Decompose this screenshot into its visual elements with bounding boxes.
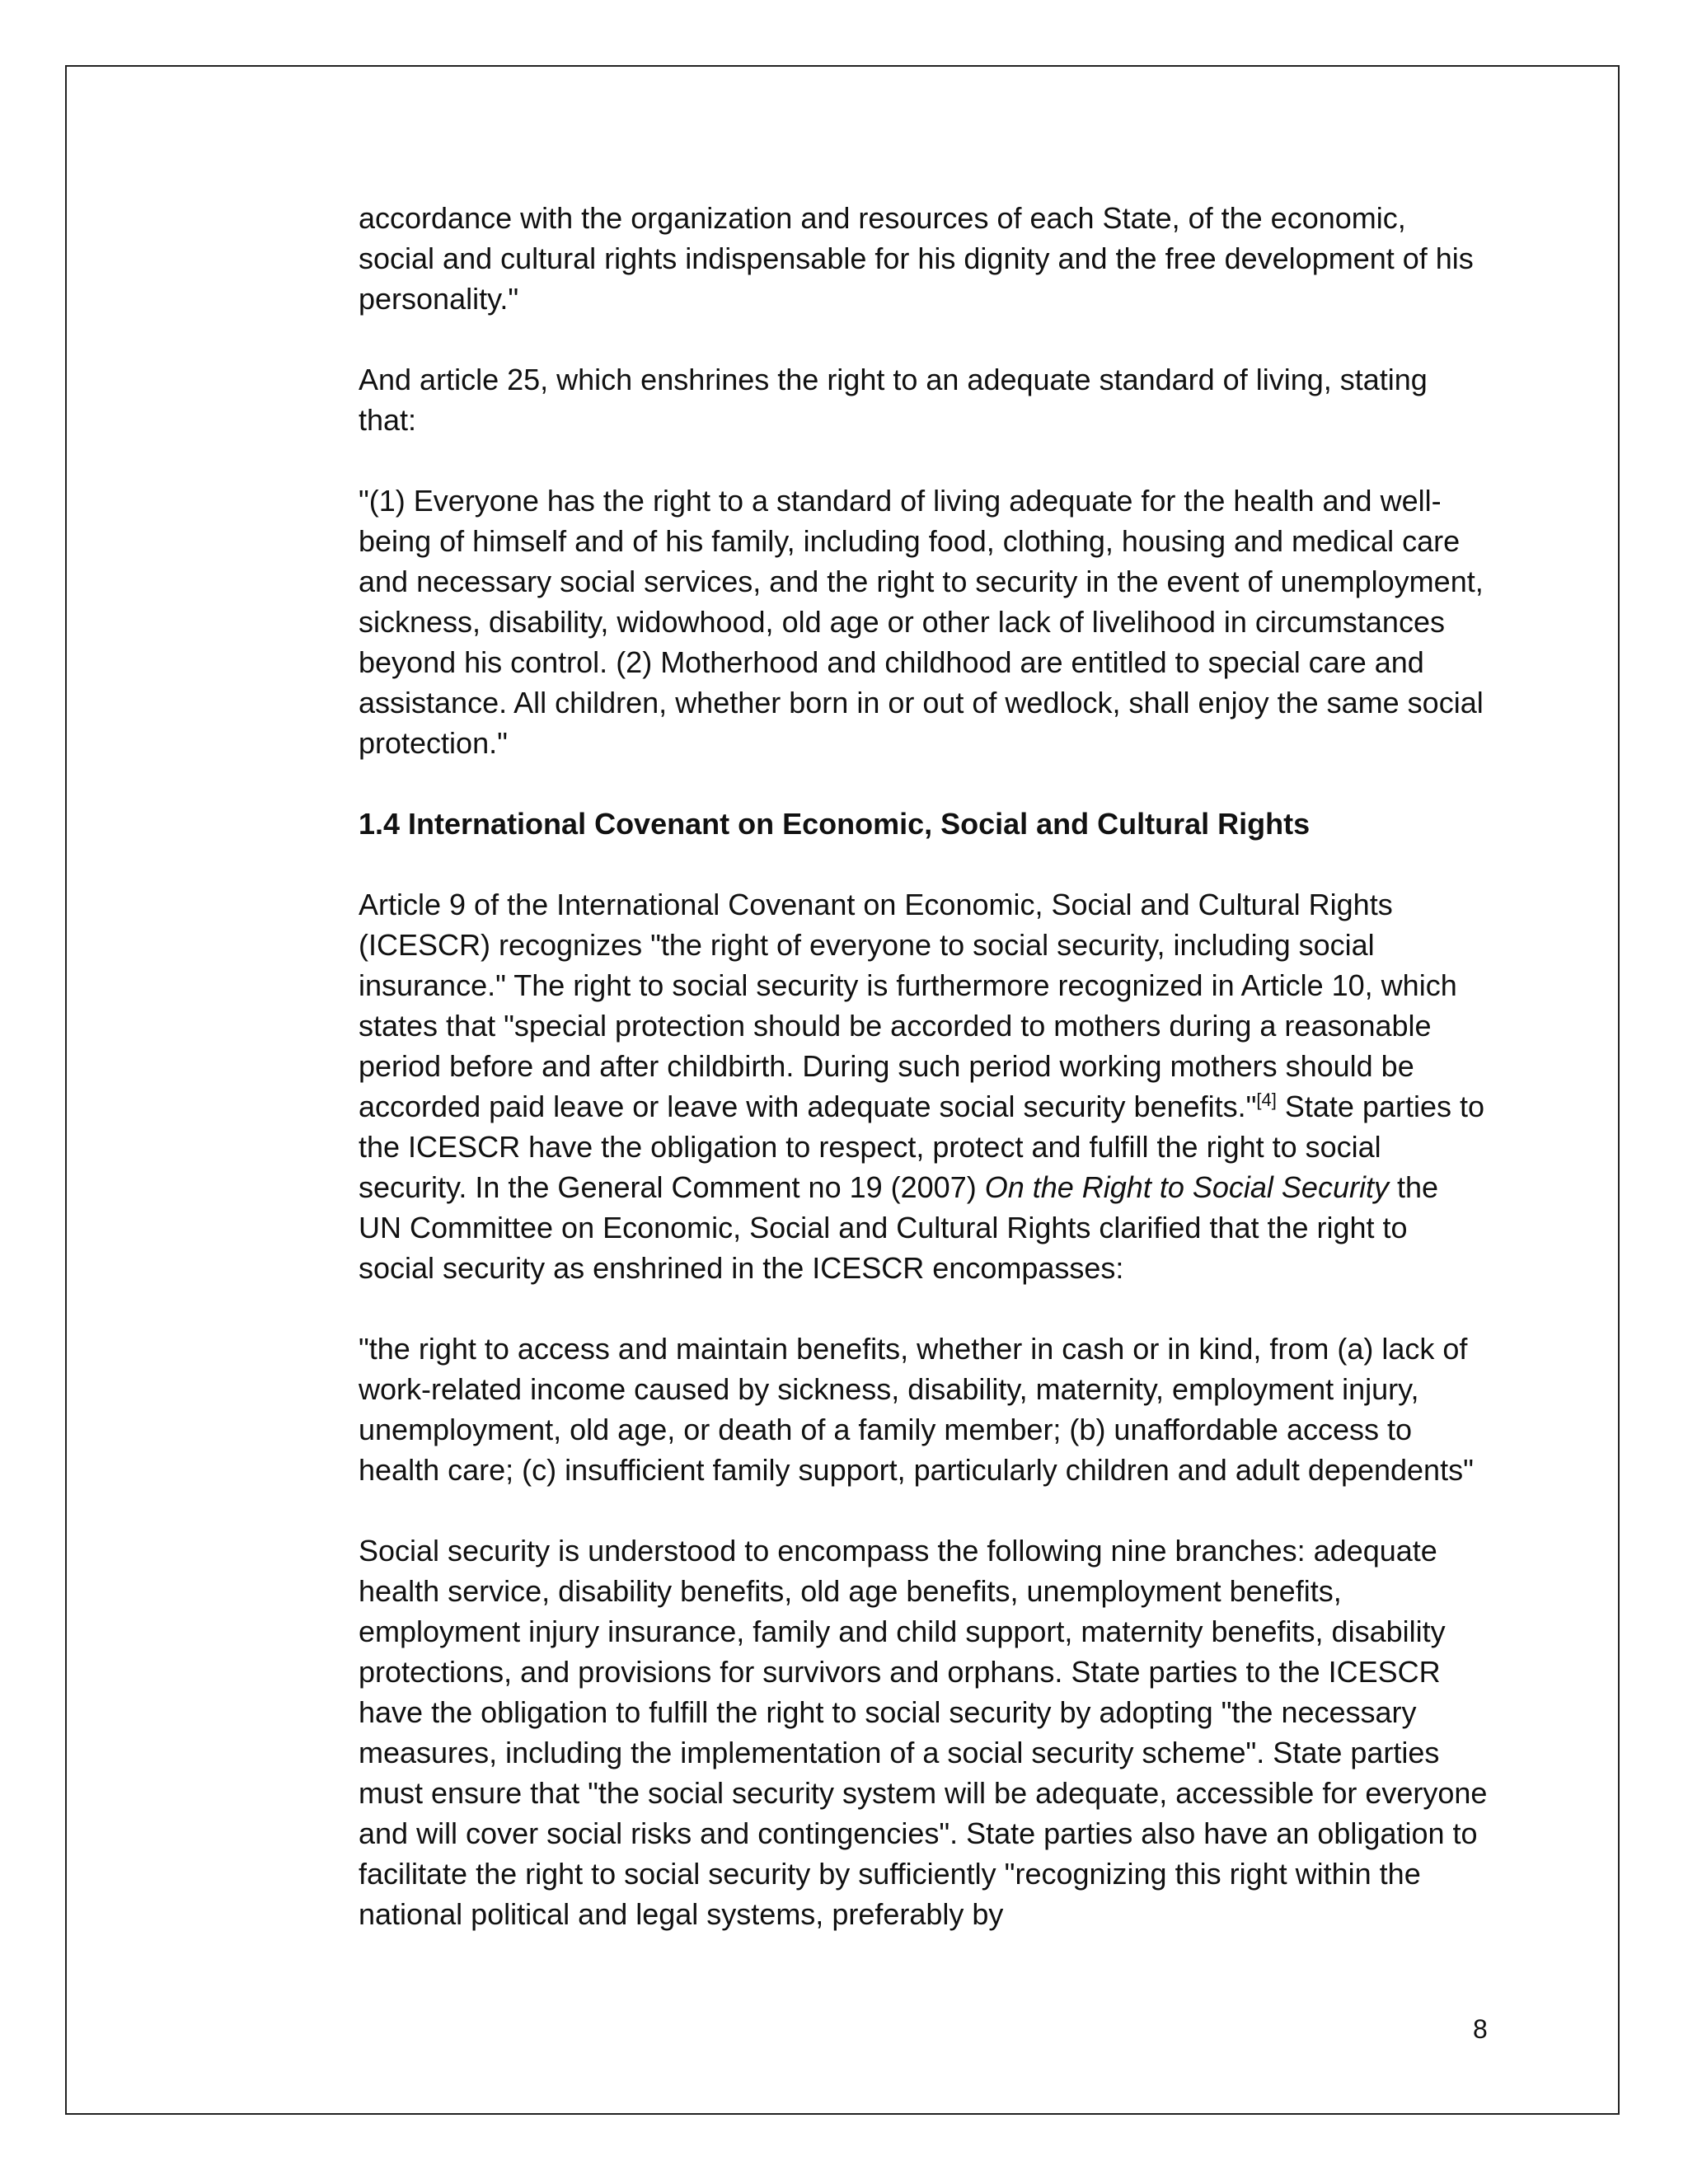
paragraph-icescr-article-9 xyxy=(359,884,1488,1288)
paragraph-social-security-branches: Social security is understood to encompass the following nine branches: adequate health service, disability benefits, old age benefits, unemployment benefits, employment injury insurance, family and child support, maternity benefits, disability protections, and provisions for survivors and orphans. State parties to the ICESCR have the obligation to fulfill the right to social security by adopting "the necessary measures, including the implementation of a social security scheme". State parties must ensure that "the social security system will be adequate, accessible for everyone and will cover social risks and contingencies". State parties also have an obligation to facilitate the right to social security by sufficiently "recognizing this right within the national political and legal systems, preferably by xyxy=(359,1534,1488,1931)
document-title-italic: On the Right to Social Security xyxy=(984,1170,1389,1204)
footnote-reference[interactable]: [4] xyxy=(1256,1090,1277,1110)
paragraph-text: the UN Committee on Economic, Social and Cultural Rights clarified that the right to social security as enshrined in the ICESCR encompasses: xyxy=(359,1170,1439,1285)
page-number: 8 xyxy=(1473,2014,1488,2044)
paragraph-text: Article 9 of the International Covenant on Economic, Social and Cultural Rights (ICESCR) recognizes "the right of everyone to social security, including social insurance." The right to social security is furthermore recognized in Article 10, which states that "special protection should be accorded to mothers during a reasonable period before and after childbirth. During such period working mothers should be accorded paid leave or leave with adequate social security benefits." xyxy=(359,888,1457,1123)
document-body xyxy=(359,198,1488,1975)
paragraph-article-25-quote: "(1) Everyone has the right to a standard of living adequate for the health and well-being of himself and of his family, including food, clothing, housing and medical care and necessary social services, and the right to security in the event of unemployment, sickness, disability, widowhood, old age or other lack of livelihood in circumstances beyond his control. (2) Motherhood and childhood are entitled to special care and assistance. All children, whether born in or out of wedlock, shall enjoy the same social protection." xyxy=(359,484,1484,760)
paragraph-general-comment-quote: "the right to access and maintain benefits, whether in cash or in kind, from (a) lack of work-related income caused by sickness, disability, maternity, employment injury, unemployment, old age, or death of a family member; (b) unaffordable access to health care; (c) insufficient family support, particularly children and adult dependents" xyxy=(359,1332,1474,1487)
paragraph-udhr-article-22-end: accordance with the organization and resources of each State, of the economic, social and cultural rights indispensable for his dignity and the free development of his personality." xyxy=(359,201,1474,316)
paragraph-article-25-intro: And article 25, which enshrines the right to an adequate standard of living, stating that: xyxy=(359,363,1428,437)
section-heading: 1.4 International Covenant on Economic, Social and Cultural Rights xyxy=(359,807,1311,841)
paragraph-text: State parties to the ICESCR have the obligation to respect, protect and fulfill the right to social security. In the General Comment no 19 (2007) xyxy=(359,1090,1485,1204)
